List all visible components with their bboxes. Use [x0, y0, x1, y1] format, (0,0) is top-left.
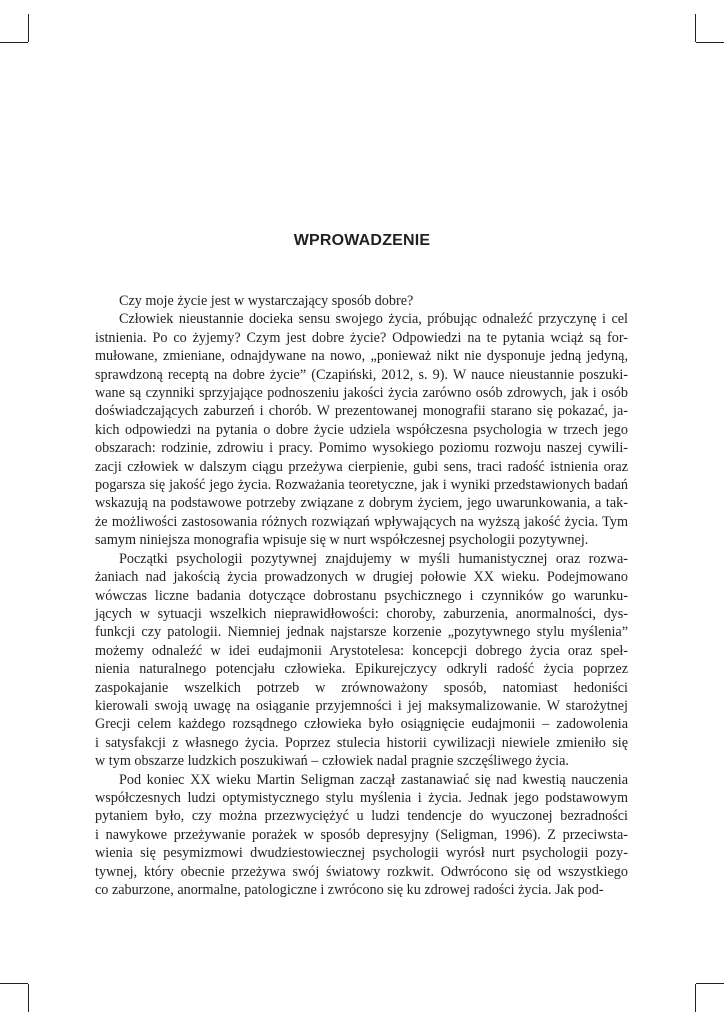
text-line: Pod koniec XX wieku Martin Seligman zaczął zastanawiać się nad kwestią nauczenia [119, 771, 628, 788]
text-line: wane są czynniki sprzyjające podnoszeniu jakości życia zarówno osób zdrowych, jak i osób [95, 385, 628, 402]
text-line: Czy moje życie jest w wystarczający sposób dobre? [119, 293, 414, 309]
text-line: i nawykowe przeżywanie porażek w sposób depresyjny (Seligman, 1996). Z przeciwsta- [95, 826, 628, 843]
chapter-title: WPROWADZENIE [293, 232, 431, 249]
crop-mark-top-left-horizontal [0, 42, 28, 43]
text-line: Człowiek nieustannie docieka sensu swojego życia, próbując odnaleźć przyczynę i cel [119, 311, 628, 328]
text-line: tywnej, który obecnie przeżywa swój światowy rozkwit. Odwrócono się od wszystkiego [95, 863, 628, 880]
paragraph [95, 771, 628, 900]
text-line: zaspokajanie wszelkich potrzeb w zrównoważony sposób, natomiast hedoniści [95, 679, 628, 696]
text-line: obszarach: rodzinie, zdrowiu i pracy. Pomimo wysokiego poziomu rozwoju naszej cywili- [95, 440, 628, 457]
crop-mark-bottom-right-vertical [695, 984, 696, 1012]
text-line: co zaburzone, anormalne, patologiczne i zwrócono się ku zdrowej radości życia. Jak pod- [95, 882, 604, 898]
text-line: w tym obszarze ludzkich poszukiwań – człowiek nadal pragnie szczęśliwego życia. [95, 753, 569, 770]
crop-mark-bottom-left-vertical [28, 984, 29, 1012]
text-line: i satysfakcji z własnego życia. Poprzez stulecia historii cywilizacji niewiele zmieniło się [95, 734, 628, 751]
text-line: funkcji czy patologii. Niemniej jednak najstarsze korzenie „pozytywnego stylu myślenia” [95, 624, 628, 641]
crop-mark-bottom-right-horizontal [696, 983, 724, 984]
paragraph [95, 550, 628, 771]
body-text [95, 292, 628, 899]
text-line: kierowali swoją uwagę na osiąganie przyjemności i jej maksymalizowanie. W starożytnej [95, 697, 628, 714]
text-line: że możliwości zastosowania różnych rozwiązań wpływających na wyższą jakość życia. Tym [95, 513, 628, 530]
text-line: samym niniejsza monografia wpisuje się w nurt współczesnej psychologii pozytywnej. [95, 532, 589, 549]
text-line: istnienia. Po co żyjemy? Czym jest dobre życie? Odpowiedzi na te pytania wciąż są for- [95, 329, 628, 346]
crop-mark-top-right-horizontal [696, 42, 724, 43]
text-line: nienia naturalnego potencjału człowieka. Epikurejczycy odkryli radość życia poprzez [95, 661, 628, 678]
text-line: zacji człowiek w dalszym ciągu przeżywa cierpienie, gubi sens, traci radość istnienia oraz [95, 458, 628, 475]
text-line: sprawdzoną receptą na dobre życie” (Czapiński, 2012, s. 9). W nauce nieustannie poszuki- [95, 366, 628, 383]
crop-mark-top-right-vertical [695, 14, 696, 42]
crop-mark-top-left-vertical [28, 14, 29, 42]
text-line: kich odpowiedzi na pytania o dobre życie udziela współczesna psychologia w trzech jego [95, 421, 628, 438]
text-line: wówczas liczne badania dotyczące dobrostanu psychicznego i czynników go warunku- [95, 587, 628, 604]
text-line: jących w sytuacji wszelkich nieprawidłowości: choroby, zaburzenia, anormalności, dys- [95, 605, 628, 622]
text-line: wienia się pesymizmowi dwudziestowiecznej psychologii wyrósł nurt psychologii pozy- [95, 845, 628, 862]
crop-mark-bottom-left-horizontal [0, 983, 28, 984]
text-line: Grecji celem każdego rozsądnego człowieka było osiągnięcie eudajmonii – zadowolenia [95, 716, 628, 733]
text-line: mułowane, zmieniane, odnajdywane na nowo, „ponieważ nikt nie dysponuje jedną jedyną, [95, 348, 628, 365]
text-line: pytaniem było, czy można przezwyciężyć u ludzi tendencje do wyuczonej bezradności [95, 808, 628, 825]
text-line: doświadczających zaburzeń i chorób. W prezentowanej monografii starano się pokazać, ja- [95, 403, 628, 420]
text-line: żaniach nad jakością życia prowadzonych w drugiej połowie XX wieku. Podejmowano [95, 569, 628, 586]
text-line: pogarsza się jakość jego życia. Rozważania teoretyczne, jak i wyniki przedstawionych badań [95, 477, 628, 494]
text-line: wskazują na podstawowe potrzeby związane z dobrym życiem, jego uwarunkowania, a tak- [95, 495, 628, 512]
text-line: współczesnych ludzi optymistycznego stylu myślenia i życia. Jednak jego podstawowym [95, 789, 628, 806]
paragraph [95, 310, 628, 549]
text-line: możemy odnaleźć w idei eudajmonii Arystotelesa: koncepcji dobrego życia oraz speł- [95, 642, 628, 659]
paragraph [95, 292, 628, 310]
text-line: Początki psychologii pozytywnej znajdujemy w myśli humanistycznej oraz rozwa- [119, 550, 628, 567]
